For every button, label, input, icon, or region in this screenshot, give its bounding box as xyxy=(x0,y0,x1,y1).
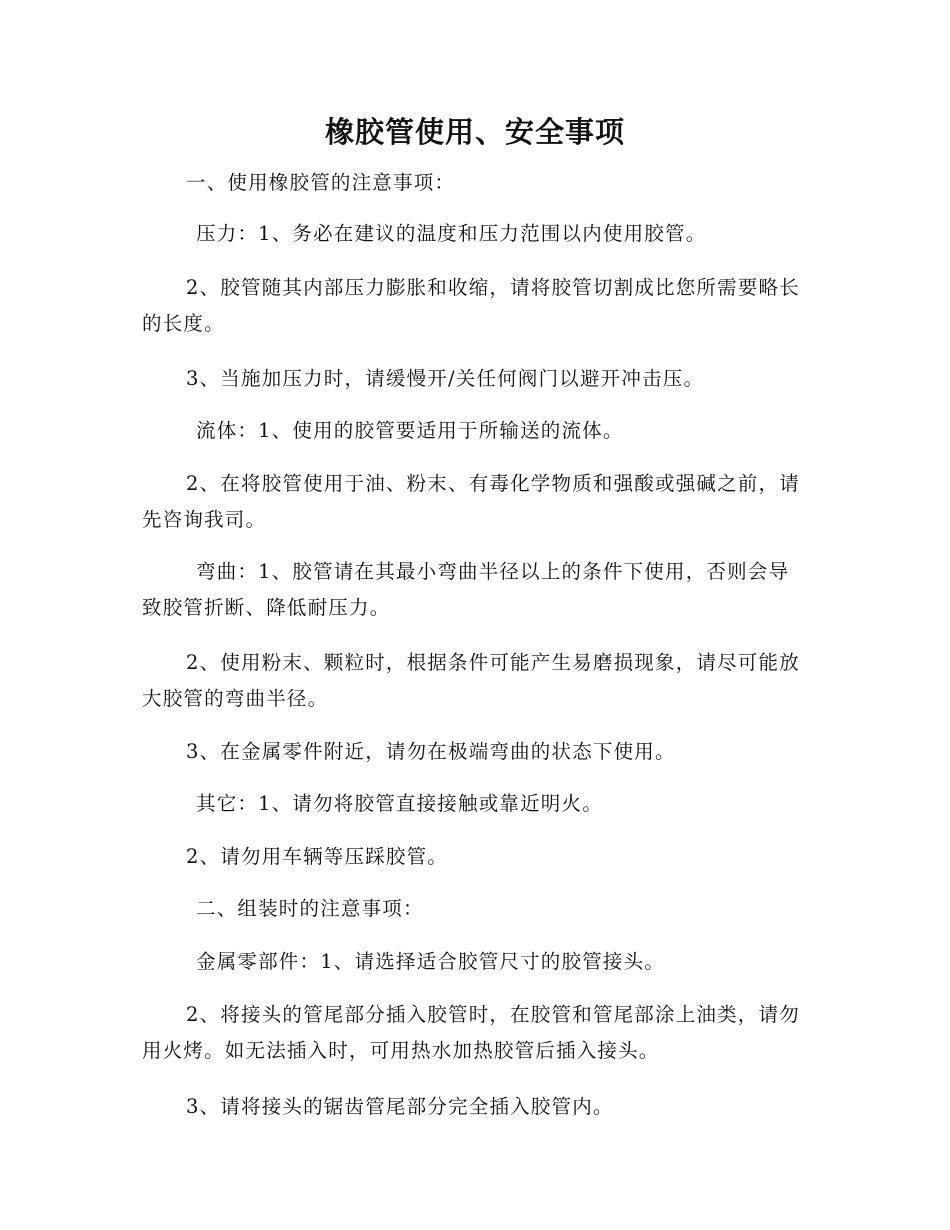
paragraph-other-1: 其它：1、请勿将胶管直接接触或靠近明火。 xyxy=(196,792,603,815)
paragraph-metal-2: 2、将接头的管尾部分插入胶管时，在胶管和管尾部涂上油类，请勿用火烤。如无法插入时，可用热水加热胶管后插入接头。 xyxy=(142,1003,800,1062)
paragraph-pressure-1: 压力：1、务必在建议的温度和压力范围以内使用胶管。 xyxy=(196,222,707,245)
paragraph-metal-3: 3、请将接头的锯齿管尾部分完全插入胶管内。 xyxy=(186,1095,614,1118)
paragraph-pressure-2: 2、胶管随其内部压力膨胀和收缩，请将胶管切割成比您所需要略长的长度。 xyxy=(142,276,800,335)
paragraph-bend-3: 3、在金属零件附近，请勿在极端弯曲的状态下使用。 xyxy=(186,740,676,763)
paragraph-pressure-3: 3、当施加压力时，请缓慢开/关任何阀门以避开冲击压。 xyxy=(186,367,705,390)
paragraph-bend-1: 弯曲：1、胶管请在其最小弯曲半径以上的条件下使用，否则会导致胶管折断、降低耐压力。 xyxy=(142,560,790,619)
paragraph-fluid-1: 流体：1、使用的胶管要适用于所输送的流体。 xyxy=(196,419,624,442)
section-heading-usage: 一、使用橡胶管的注意事项： xyxy=(186,171,456,194)
paragraph-other-2: 2、请勿用车辆等压踩胶管。 xyxy=(186,845,449,868)
section-heading-assembly: 二、组装时的注意事项： xyxy=(196,897,424,920)
paragraph-fluid-2: 2、在将胶管使用于油、粉末、有毒化学物质和强酸或强碱之前，请先咨询我司。 xyxy=(142,472,800,531)
document-title: 橡胶管使用、安全事项 xyxy=(324,115,625,149)
paragraph-bend-2: 2、使用粉末、颗粒时，根据条件可能产生易磨损现象，请尽可能放大胶管的弯曲半径。 xyxy=(142,651,800,710)
paragraph-metal-1: 金属零部件：1、请选择适合胶管尺寸的胶管接头。 xyxy=(196,950,666,973)
